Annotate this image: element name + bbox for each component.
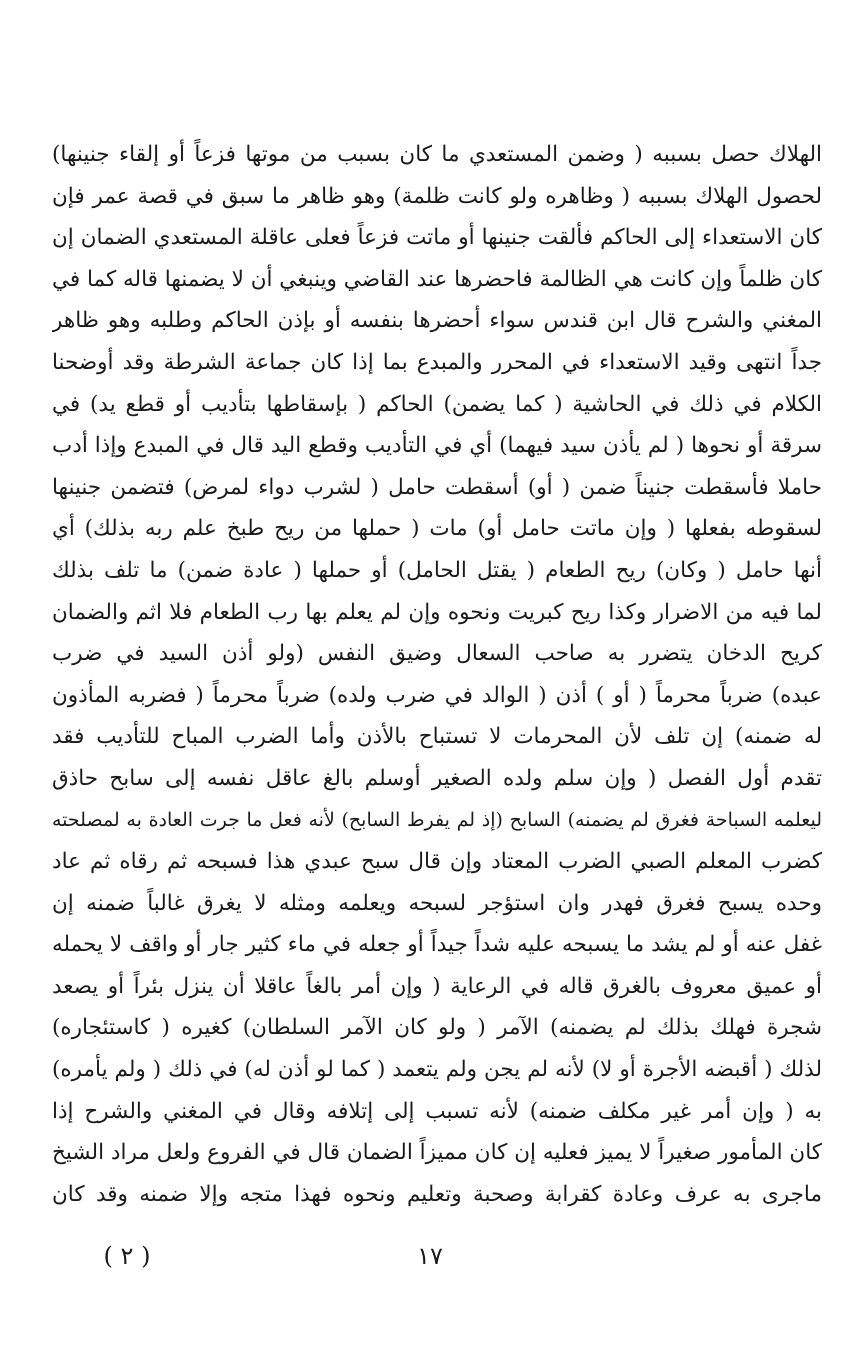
text-line: لسقوطه بفعلها ( وإن ماتت حامل أو) مات ( حملها من ريح طبخ علم ربه بذلك) أي: [52, 516, 822, 542]
text-line: أو عميق معروف بالغرق قاله في الرعاية ( وإن أمر بالغاً عاقلا أن ينزل بئراً أو يصعد: [52, 973, 822, 999]
text-line: وحده يسبح فغرق فهدر وان استؤجر لسبحه ويعلمه ومثله لا يغرق غالباً ضمنه إن: [52, 890, 822, 916]
text-line: كضرب المعلم الصبي الضرب المعتاد وإن قال سبح عبدي هذا فسبحه ثم رقاه ثم عاد: [52, 849, 822, 875]
text-line: كان المأمور صغيراً لا يميز فعليه إن كان مميزاً الضمان قال في الفروع ولعل مراد الشيخ: [52, 1140, 822, 1166]
text-line: جداً انتهى وقيد الاستعداء في المحرر والمبدع بما إذا كان جماعة الشرطة وقد أوضحنا: [52, 349, 822, 375]
text-line: المغني والشرح قال ابن قندس سواء أحضرها بنفسه أو بإذن الحاكم وطلبه وهو ظاهر: [52, 308, 822, 334]
text-line: ليعلمه السباحة فغرق لم يضمنه) السابح (إذ لم يفرط السابح) لأنه فعل ما جرت العادة به لمصلحته: [52, 808, 822, 831]
page-number: ١٧: [417, 1242, 443, 1270]
text-line: شجرة فهلك بذلك لم يضمنه) الآمر ( ولو كان الآمر السلطان) كغيره ( كاستئجاره): [52, 1015, 822, 1041]
text-line: كريح الدخان يتضرر به صاحب السعال وضيق النفس (ولو أذن السيد في ضرب: [52, 641, 822, 667]
main-text-block: [52, 134, 822, 1215]
text-line: عبده) ضرباً محرماً ( أو ) أذن ( الوالد في ضرب ولده) ضرباً محرماً ( فضربه المأذون: [52, 682, 822, 708]
text-line: كان ظلماً وإن كانت هي الظالمة فاحضرها عند القاضي وينبغي أن لا يضمنها قاله كما في: [52, 266, 822, 292]
text-line: لحصول الهلاك بسببه ( وظاهره ولو كانت ظلمة) وهو ظاهر ما سبق في قصة عمر فإن: [52, 183, 822, 209]
page-footer: [0, 1236, 855, 1276]
text-line: لما فيه من الاضرار وكذا ريح كبريت ونحوه وإن لم يعلم بها رب الطعام فلا اثم والضمان: [52, 599, 822, 625]
text-line: حاملا فأسقطت جنيناً ضمن ( أو) أسقطت حامل ( لشرب دواء لمرض) فتضمن جنينها: [52, 474, 822, 500]
text-line: أنها حامل ( وكان) ريح الطعام ( يقتل الحامل) أو حملها ( عادة ضمن) ما تلف بذلك: [52, 557, 822, 583]
text-line: له ضمنه) إن تلف لأن المحرمات لا تستباح بالأذن وأما الضرب المباح للتأديب فقد: [52, 724, 822, 750]
text-line: لذلك ( أقبضه الأجرة أو لا) لأنه لم يجن ولم يتعمد ( كما لو أذن له) في ذلك ( ولم يأمره): [52, 1057, 822, 1083]
text-line: تقدم أول الفصل ( وإن سلم ولده الصغير أوسلم بالغ عاقل نفسه إلى سابح حاذق: [52, 765, 822, 791]
volume-part-number: ( ٢ ): [103, 1242, 151, 1270]
text-line: سرقة أو نحوها ( لم يأذن سيد فيهما) أي في التأديب وقطع اليد قال في المبدع وإذا أدب: [52, 433, 822, 459]
text-line: كان الاستعداء إلى الحاكم فألقت جنينها أو ماتت فزعاً فعلى عاقلة المستعدي الضمان إن: [52, 225, 822, 251]
text-line: الكلام في ذلك في الحاشية ( كما يضمن) الحاكم ( بإسقاطها بتأديب أو قطع يد) في: [52, 391, 822, 417]
text-line: الهلاك حصل بسببه ( وضمن المستعدي ما كان بسبب من موتها فزعاً أو إلقاء جنينها): [52, 142, 822, 167]
text-line: به ( وإن أمر غير مكلف ضمنه) لأنه تسبب إلى إتلافه وقال في المغني والشرح إذا: [52, 1098, 822, 1124]
text-line: ماجرى به عرف وعادة كقرابة وصحبة وتعليم ونحوه فهذا متجه وإلا ضمنه وقد كان: [52, 1181, 822, 1207]
text-line: غفل عنه أو لم يشد ما يسبحه عليه شداً جيداً أو جعله في ماء كثير جار أو واقف لا يحمله: [52, 932, 822, 958]
